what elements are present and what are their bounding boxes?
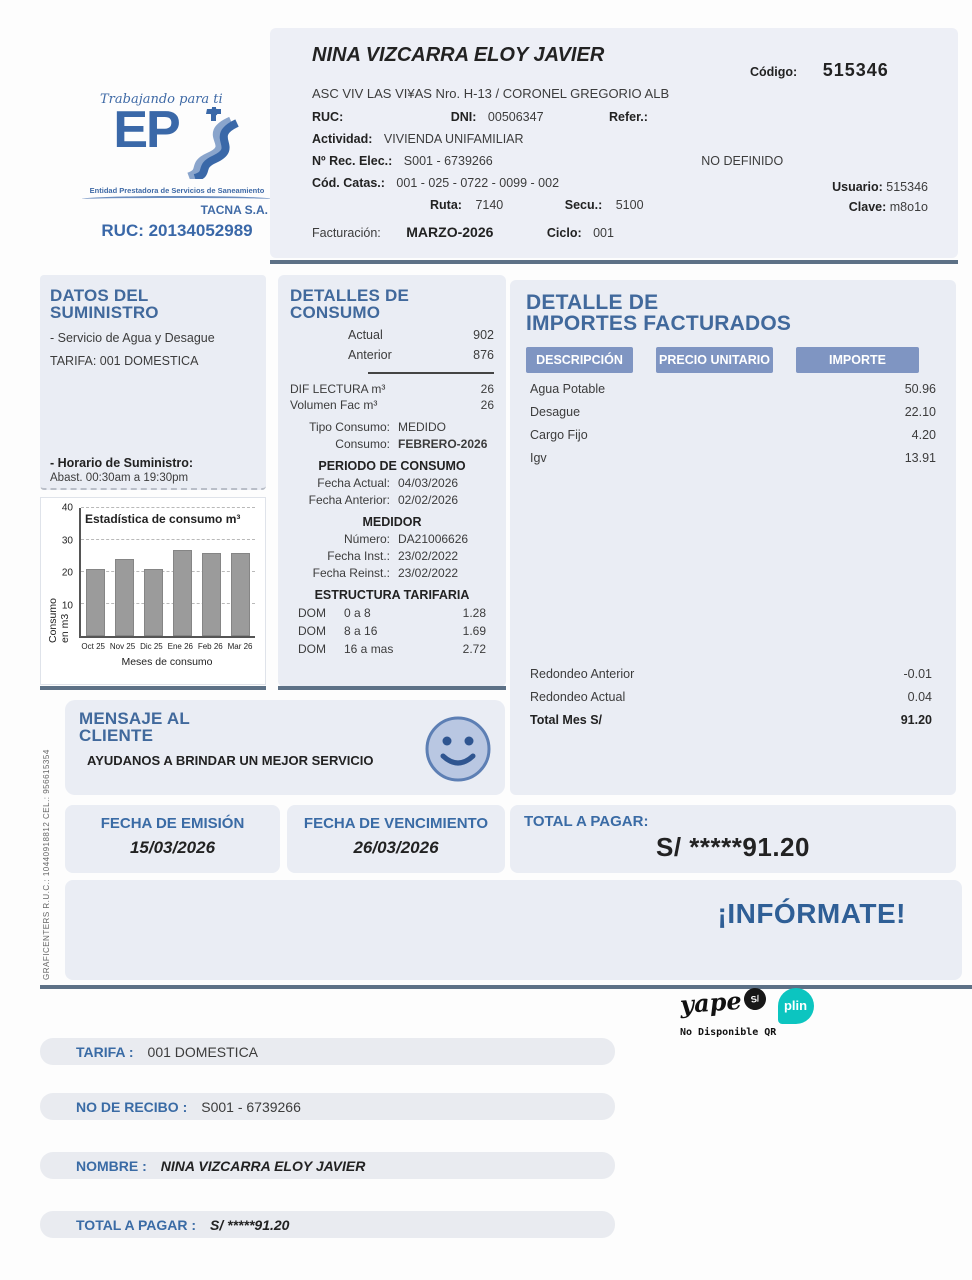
- codigo-value: 515346: [822, 60, 889, 80]
- actividad-label: Actividad:: [312, 132, 373, 146]
- tier-type: DOM: [298, 641, 326, 656]
- footer-nombre-value: NINA VIZCARRA ELOY JAVIER: [160, 1157, 366, 1174]
- smiley-face-icon: [425, 716, 491, 787]
- detalles-consumo-panel: [278, 275, 506, 687]
- suministro-title: DATOS DEL SUMINISTRO: [50, 286, 159, 323]
- tarifa-tier-row: [290, 606, 494, 620]
- total-mes-row: [526, 713, 936, 727]
- servicio-line: - Servicio de Agua y Desague: [50, 330, 215, 345]
- footer-row-total: [40, 1211, 615, 1238]
- codigo-label: Código:: [750, 65, 798, 79]
- consumo-bottom-rule: [278, 686, 506, 690]
- footer-nombre-label: NOMBRE :: [76, 1157, 147, 1174]
- informate-text: ¡INFÓRMATE!: [717, 898, 906, 929]
- footer-tarifa-label: TARIFA :: [76, 1043, 134, 1060]
- x-tick-label: Nov 25: [109, 642, 136, 651]
- yape-logo: yape: [679, 985, 743, 1020]
- redondeo-actual-row: [526, 690, 936, 704]
- secu-value: 5100: [615, 198, 644, 212]
- consumption-bar-mar-26: [231, 553, 250, 636]
- x-tick-label: Ene 26: [167, 642, 193, 651]
- client-address: ASC VIV LAS VI¥AS Nro. H-13 / CORONEL GREGORIO ALB: [312, 86, 670, 101]
- vol-value: 26: [480, 397, 494, 412]
- total-a-pagar-amount: S/ *****91.20: [656, 832, 810, 862]
- refer-label: Refer.:: [609, 110, 648, 124]
- col-precio-unitario: PRECIO UNITARIO: [656, 347, 773, 373]
- ruc-label: RUC:: [312, 110, 344, 124]
- mensaje-body: AYUDANOS A BRINDAR UN MEJOR SERVICIO: [87, 752, 374, 768]
- medidor-heading: MEDIDOR: [362, 514, 422, 529]
- codigo-catastral-row: [312, 176, 559, 190]
- fecha-emision-label: FECHA DE EMISIÓN: [100, 815, 245, 832]
- medidor-numero-row: [290, 532, 494, 546]
- chart-title: Estadística de consumo m³: [85, 512, 241, 526]
- table-row: [526, 428, 940, 442]
- fecha-actual-label: Fecha Actual:: [317, 475, 390, 490]
- fecha-anterior-label: Fecha Anterior:: [308, 492, 390, 507]
- chart-x-tick-labels: [79, 642, 255, 651]
- rec-elec-value: S001 - 6739266: [403, 154, 493, 168]
- ruc-dni-row: [312, 110, 648, 124]
- ruta-value: 7140: [475, 198, 504, 212]
- actividad-row: [312, 132, 524, 146]
- x-tick-label: Feb 26: [197, 642, 223, 651]
- company-ruc: RUC: 20134052989: [101, 221, 253, 240]
- redondeo-actual-label: Redondeo Actual: [530, 690, 626, 704]
- clave-label: Clave:: [848, 200, 887, 214]
- consumo-title: DETALLES DE CONSUMO: [290, 286, 410, 323]
- total-mes-label: Total Mes S/: [530, 713, 603, 727]
- vol-label: Volumen Fac m³: [290, 397, 378, 412]
- row-importe: 13.91: [904, 450, 936, 465]
- water-river-icon: [179, 107, 241, 184]
- codigo-field: [750, 60, 889, 81]
- dif-label: DIF LECTURA m³: [290, 381, 386, 396]
- facturacion-value: MARZO-2026: [406, 224, 494, 240]
- mensaje-title: MENSAJE AL CLIENTE: [79, 709, 190, 746]
- tarifa-tier-row: [290, 624, 494, 638]
- y-tick-label: 20: [61, 567, 73, 579]
- no-definido-text: NO DEFINIDO: [701, 154, 784, 168]
- print-shop-vertical-text: GRAFICENTERS R.U.C.: 10440918812 CEL.: 956615354: [42, 749, 51, 980]
- fecha-vencimiento-box: [287, 805, 505, 873]
- horario-label: - Horario de Suministro:: [50, 455, 194, 470]
- total-a-pagar-box: [510, 805, 956, 873]
- x-tick-label: Oct 25: [81, 642, 105, 651]
- fecha-vencimiento-value: 26/03/2026: [353, 838, 439, 857]
- tarifa-tier-row: [290, 642, 494, 656]
- y-tick-label: 30: [61, 535, 73, 546]
- usuario-label: Usuario:: [832, 180, 883, 194]
- col-descripcion: DESCRIPCIÓN: [526, 347, 633, 373]
- y-tick-label: 40: [61, 502, 73, 514]
- tarifa-line: TARIFA: 001 DOMESTICA: [50, 353, 199, 368]
- y-tick-label: 10: [61, 600, 73, 611]
- tipo-consumo-value: MEDIDO: [398, 419, 446, 434]
- qr-unavailable-note: No Disponible QR: [680, 1027, 777, 1038]
- tier-price: 1.28: [462, 605, 486, 620]
- ciclo-value: 001: [593, 226, 614, 240]
- footer-tarifa-value: 001 DOMESTICA: [147, 1043, 259, 1060]
- tier-price: 2.72: [462, 641, 486, 656]
- periodo-consumo-heading: PERIODO DE CONSUMO: [318, 458, 466, 473]
- consumo-mes-value: FEBRERO-2026: [398, 436, 488, 451]
- footer-total-label: TOTAL A PAGAR :: [76, 1216, 197, 1233]
- chart-x-axis-label: Meses de consumo: [121, 656, 213, 668]
- horario-value: Abast. 00:30am a 19:30pm: [50, 471, 189, 484]
- tipo-consumo-label: Tipo Consumo:: [309, 419, 390, 434]
- rec-elec-label: Nº Rec. Elec.:: [312, 154, 393, 168]
- yape-currency-badge-icon: S/: [742, 986, 767, 1011]
- header-divider-rule: [270, 260, 958, 264]
- tier-range: 0 a 8: [344, 605, 371, 620]
- fecha-actual-value: 04/03/2026: [398, 475, 459, 490]
- clave-value: m8o1o: [889, 200, 928, 214]
- importes-totals-block: [526, 658, 936, 727]
- redondeo-anterior-label: Redondeo Anterior: [530, 667, 635, 681]
- redondeo-anterior-row: [526, 667, 936, 681]
- tipo-consumo-row: [290, 420, 494, 434]
- fecha-emision-box: [65, 805, 280, 873]
- fecha-reinst-row: [290, 566, 494, 580]
- chart-bottom-rule: [40, 686, 266, 690]
- consumption-chart-panel: [40, 497, 266, 685]
- footer-row-nombre: [40, 1152, 615, 1179]
- row-importe: 4.20: [911, 427, 936, 442]
- total-mes-value: 91.20: [900, 713, 932, 727]
- row-desc: Cargo Fijo: [530, 427, 588, 442]
- logo-subtitle: Entidad Prestadora de Servicios de Saneamiento: [89, 186, 265, 195]
- ciclo-label: Ciclo:: [546, 226, 582, 240]
- lectura-anterior-row: [290, 348, 494, 362]
- actividad-value: VIVIENDA UNIFAMILIAR: [383, 132, 524, 146]
- mensaje-cliente-panel: [65, 700, 505, 795]
- facturacion-label: Facturación:: [312, 226, 381, 240]
- medidor-numero-value: DA21006626: [398, 531, 469, 546]
- secu-label: Secu.:: [564, 198, 603, 212]
- footer-recibo-label: NO DE RECIBO :: [76, 1098, 188, 1115]
- fecha-inst-label: Fecha Inst.:: [327, 548, 390, 563]
- consumption-bar-oct-25: [86, 569, 105, 636]
- tier-range: 16 a mas: [344, 641, 394, 656]
- datos-suministro-panel: [40, 275, 266, 490]
- lectura-actual-row: [290, 328, 494, 342]
- anterior-value: 876: [473, 347, 494, 362]
- table-row: [526, 382, 940, 396]
- row-importe: 22.10: [904, 404, 936, 419]
- medidor-numero-label: Número:: [343, 531, 390, 546]
- recibo-electronico-row: [312, 154, 783, 168]
- chart-y-axis-label: Consumo en m3: [47, 598, 71, 643]
- eps-tacna-logo: [72, 92, 282, 241]
- total-a-pagar-label: TOTAL A PAGAR:: [524, 813, 649, 830]
- client-name: NINA VIZCARRA ELOY JAVIER: [312, 44, 605, 66]
- redondeo-anterior-value: -0.01: [903, 667, 932, 681]
- fecha-inst-value: 23/02/2022: [398, 548, 459, 563]
- row-desc: Agua Potable: [530, 381, 606, 396]
- row-desc: Desague: [530, 404, 581, 419]
- volumen-fac-row: [290, 398, 494, 412]
- dif-lectura-row: [290, 382, 494, 396]
- fecha-inst-row: [290, 549, 494, 563]
- fecha-emision-value: 15/03/2026: [129, 838, 216, 857]
- footer-row-recibo: [40, 1093, 615, 1120]
- table-row: [526, 451, 940, 465]
- anterior-label: Anterior: [348, 347, 392, 362]
- tier-range: 8 a 16: [344, 623, 378, 638]
- usuario-value: 515346: [886, 180, 928, 194]
- payment-methods: [679, 985, 860, 1038]
- consumo-mes-label: Consumo:: [335, 436, 390, 451]
- tier-type: DOM: [298, 605, 326, 620]
- row-importe: 50.96: [904, 381, 936, 396]
- consumption-bar-dic-25: [144, 569, 163, 636]
- ruta-label: Ruta:: [430, 198, 462, 212]
- logo-company-name: TACNA S.A.: [200, 203, 268, 217]
- plin-logo: plin: [778, 988, 814, 1024]
- usuario-clave-block: [832, 180, 928, 214]
- informate-banner: [65, 880, 962, 980]
- dni-value: 00506347: [487, 110, 544, 124]
- col-importe: IMPORTE: [796, 347, 919, 373]
- actual-value: 902: [473, 327, 494, 342]
- footer-recibo-value: S001 - 6739266: [201, 1098, 301, 1115]
- fecha-reinst-value: 23/02/2022: [398, 565, 459, 580]
- consumption-bar-nov-25: [115, 559, 134, 636]
- importes-table-header: [526, 347, 940, 373]
- consumption-bar-ene-26: [173, 550, 192, 636]
- importes-facturados-panel: [510, 280, 956, 795]
- dif-value: 26: [480, 381, 494, 396]
- client-header-panel: [270, 28, 958, 258]
- fecha-anterior-value: 02/02/2026: [398, 492, 459, 507]
- fecha-vencimiento-label: FECHA DE VENCIMIENTO: [303, 815, 489, 832]
- logo-brand-text: EP: [113, 101, 179, 159]
- redondeo-actual-value: 0.04: [907, 690, 932, 704]
- consumo-mes-row: [290, 437, 494, 451]
- catas-label: Cód. Catas.:: [312, 176, 385, 190]
- footer-row-tarifa: [40, 1038, 615, 1065]
- x-tick-label: Dic 25: [140, 642, 163, 651]
- chart-bars: [81, 508, 255, 636]
- facturacion-row: [312, 224, 614, 240]
- estructura-tarifaria-heading: ESTRUCTURA TARIFARIA: [314, 587, 470, 602]
- importes-title: DETALLE DE IMPORTES FACTURADOS: [526, 291, 792, 336]
- fecha-reinst-label: Fecha Reinst.:: [312, 565, 390, 580]
- tier-price: 1.69: [462, 623, 486, 638]
- consumption-bar-feb-26: [202, 553, 221, 636]
- logo-wave-decoration: [82, 196, 272, 202]
- dni-label: DNI:: [450, 110, 477, 124]
- chart-plot-area: [79, 508, 255, 638]
- row-desc: Igv: [530, 450, 547, 465]
- tier-type: DOM: [298, 623, 326, 638]
- fecha-anterior-row: [290, 493, 494, 507]
- fecha-actual-row: [290, 476, 494, 490]
- ruta-secu-row: [430, 198, 644, 212]
- actual-label: Actual: [348, 327, 383, 342]
- footer-total-value: S/ *****91.20: [210, 1216, 290, 1233]
- catas-value: 001 - 025 - 0722 - 0099 - 002: [396, 176, 560, 190]
- lectura-divider: [368, 372, 494, 374]
- table-row: [526, 405, 940, 419]
- logo-tagline: Trabajando para ti: [100, 92, 223, 107]
- x-tick-label: Mar 26: [227, 642, 253, 651]
